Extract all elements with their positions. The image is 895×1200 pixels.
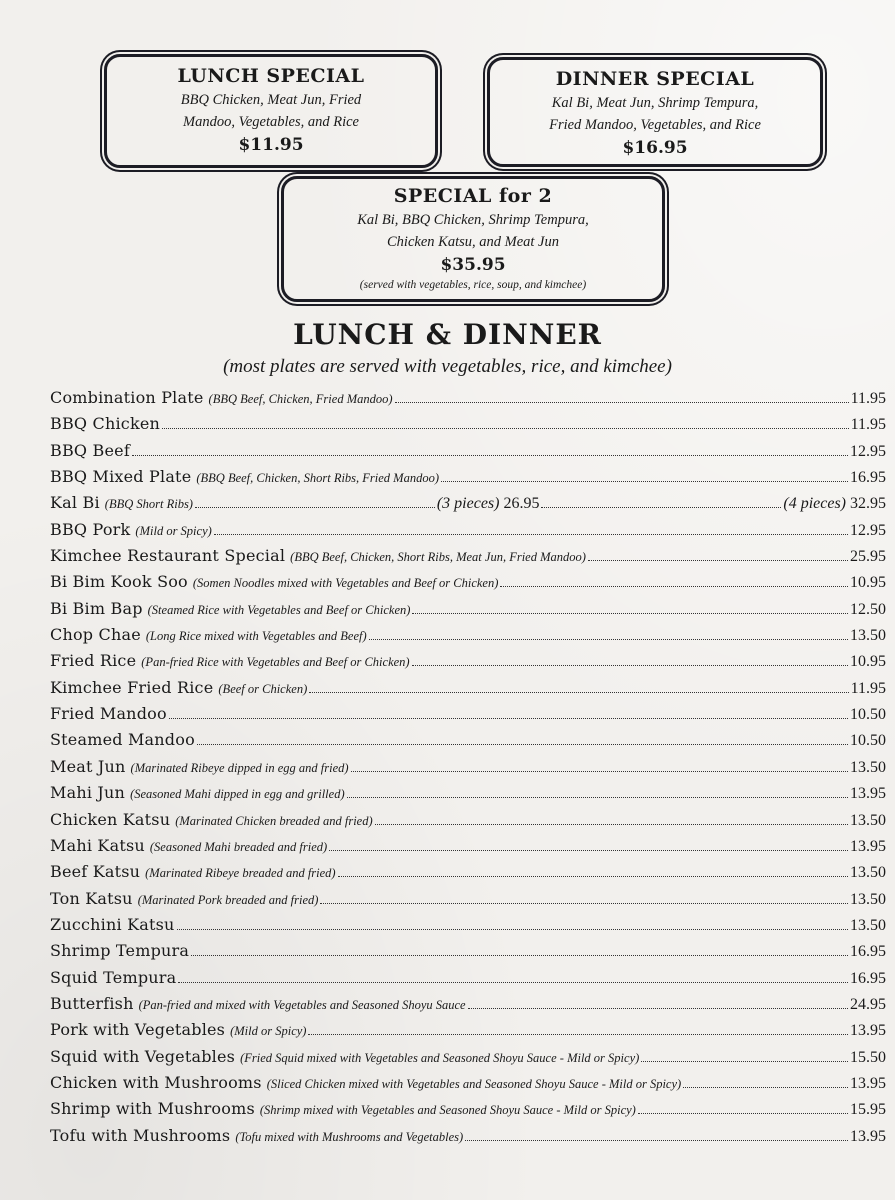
lunch-special-price: $11.95 [238,135,304,155]
menu-item [50,414,886,440]
menu-item [50,1126,886,1152]
menu-item [50,1020,886,1046]
menu-item-option-label: (4 pieces) [783,495,846,513]
menu-item-name: Beef Katsu [50,862,141,882]
menu-item-name: Chicken with Mushrooms [50,1072,262,1092]
dinner-special-desc-line1: Kal Bi, Meat Jun, Shrimp Tempura, [551,95,759,111]
menu-item-list [50,388,886,1152]
special-for-two-title: SPECIAL for 2 [393,185,553,207]
menu-item-price: 13.95 [850,785,886,803]
menu-item-description: (Beef or Chicken) [218,681,308,696]
menu-item-price: 25.95 [850,548,886,566]
menu-item [50,810,886,836]
lunch-special-desc-line2: Mandoo, Vegetables, and Rice [183,114,359,130]
menu-item-name: Chop Chae [50,625,141,645]
menu-item-price: 13.95 [850,1022,886,1040]
dot-leader [214,534,848,535]
menu-item-price: 10.95 [850,574,886,592]
menu-item-description: (Marinated Chicken breaded and fried) [175,813,373,828]
menu-item-name: Chicken Katsu [50,809,171,829]
menu-item-description: (Sliced Chicken mixed with Vegetables and Seasoned Shoyu Sauce - Mild or Spicy) [266,1076,682,1091]
dot-leader [132,455,848,456]
section-title: LUNCH & DINNER [293,318,602,351]
menu-item-name: Shrimp Tempura [50,941,190,961]
special-for-two-desc-line1: Kal Bi, BBQ Chicken, Shrimp Tempura, [357,212,589,228]
menu-item [50,651,886,677]
dinner-special-desc-line2: Fried Mandoo, Vegetables, and Rice [549,117,761,133]
menu-item-price: 10.95 [850,653,886,671]
menu-item [50,599,886,625]
menu-item-name: Kimchee Restaurant Special [50,546,286,566]
menu-item [50,388,886,414]
menu-item-name: Ton Katsu [50,888,133,908]
menu-item-price: 11.95 [850,679,886,697]
special-for-two-desc-line2: Chicken Katsu, and Meat Jun [387,234,559,250]
menu-item-name: BBQ Chicken [50,414,161,434]
menu-item-option-label: (3 pieces) [436,495,500,513]
dot-leader [588,560,848,561]
menu-item-price: 11.95 [850,390,886,407]
menu-item-description: (Pan-fried and mixed with Vegetables and Seasoned Shoyu Sauce [138,997,466,1012]
menu-item-price: 13.95 [850,837,886,855]
dot-leader [338,876,848,877]
dot-leader [320,903,848,904]
menu-item [50,915,886,941]
dot-leader [308,1034,848,1035]
menu-item-description: (Long Rice mixed with Vegetables and Beef) [145,629,367,644]
menu-item [50,546,886,572]
menu-item-description: (BBQ Beef, Chicken, Short Ribs, Fried Mandoo) [196,471,440,486]
menu-item-price: 24.95 [850,995,886,1013]
menu-item-description: (Somen Noodles mixed with Vegetables and Beef or Chicken) [192,576,499,591]
menu-item [50,441,886,467]
menu-item-price: 13.50 [850,811,886,829]
menu-item [50,730,886,756]
dot-leader [541,507,781,508]
menu-item-description: (Steamed Rice with Vegetables and Beef or Chicken) [147,602,411,617]
menu-item-name: Mahi Katsu [50,835,145,855]
menu-item-name: Pork with Vegetables [50,1020,226,1040]
dot-leader [468,1008,848,1009]
menu-item-name: Fried Mandoo [50,704,167,724]
menu-item-name: BBQ Pork [50,519,131,539]
lunch-special-desc-line1: BBQ Chicken, Meat Jun, Fried [180,92,362,108]
dot-leader [369,639,848,640]
menu-item-price: 13.50 [850,916,886,934]
menu-item [50,704,886,730]
menu-item-price: 15.95 [850,1101,886,1119]
dinner-special-title: DINNER SPECIAL [555,68,755,90]
dot-leader [169,718,848,719]
menu-item [50,572,886,598]
menu-item [50,493,886,519]
menu-item-price: 13.50 [850,627,886,645]
menu-item-description: (BBQ Short Ribs) [104,497,193,512]
menu-item-description: (Marinated Ribeye breaded and fried) [145,866,336,881]
menu-item [50,836,886,862]
menu-item [50,625,886,651]
lunch-special-title: LUNCH SPECIAL [177,65,365,87]
menu-item [50,1047,886,1073]
menu-item-name: Meat Jun [50,756,126,776]
dot-leader [309,692,848,693]
menu-item-price: 12.95 [850,442,886,460]
dot-leader [178,982,848,983]
dot-leader [191,955,848,956]
menu-item-description: (BBQ Beef, Chicken, Fried Mandoo) [208,392,393,406]
dot-leader [375,824,848,825]
dinner-special-price: $16.95 [622,138,688,158]
menu-item-description: (Marinated Pork breaded and fried) [137,892,319,907]
menu-item [50,889,886,915]
menu-item-name: Squid Tempura [50,967,177,987]
menu-item-price: 10.50 [850,732,886,750]
menu-item-name: BBQ Mixed Plate [50,467,192,487]
menu-item-name: Tofu with Mushrooms [50,1125,231,1145]
dot-leader [195,507,435,508]
menu-item-description: (Mild or Spicy) [135,523,212,538]
menu-item-name: Fried Rice [50,651,137,671]
menu-item-name: Kimchee Fried Rice [50,677,214,697]
lunch-special-box [104,54,438,168]
menu-item-name: Steamed Mandoo [50,730,195,750]
menu-item-name: Zucchini Katsu [50,914,175,934]
menu-item-description: (Fried Squid mixed with Vegetables and Seasoned Shoyu Sauce - Mild or Spicy) [240,1050,640,1065]
menu-item-price: 13.95 [850,1127,886,1145]
menu-item-name: Combination Plate [50,388,204,407]
menu-item [50,783,886,809]
menu-item-price: 12.50 [850,600,886,618]
dot-leader [465,1140,848,1141]
menu-item-price: 10.50 [850,706,886,724]
menu-item-name: Shrimp with Mushrooms [50,1099,255,1119]
menu-item-name: Squid with Vegetables [50,1046,236,1066]
menu-item-name: BBQ Beef [50,440,130,460]
menu-item-price: 13.95 [850,1074,886,1092]
menu-item-price: 13.50 [850,890,886,908]
menu-item-price: 11.95 [850,416,886,434]
menu-item-name: Butterfish [50,993,134,1013]
menu-item-description: (Tofu mixed with Mushrooms and Vegetables) [235,1129,464,1144]
dot-leader [351,771,848,772]
menu-item-description: (Mild or Spicy) [230,1024,307,1039]
dot-leader [441,481,848,482]
menu-item-name: Mahi Jun [50,783,126,803]
menu-item [50,467,886,493]
menu-item-description: (Seasoned Mahi dipped in egg and grilled) [130,787,345,802]
menu-item [50,1073,886,1099]
special-for-two-note: (served with vegetables, rice, soup, and kimchee) [359,279,587,291]
menu-item-name: Bi Bim Kook Soo [50,572,188,592]
dot-leader [641,1061,848,1062]
dinner-special-box [487,57,823,167]
special-for-two-price: $35.95 [440,255,506,275]
dot-leader [638,1113,848,1114]
menu-item-price: 16.95 [850,469,886,487]
menu-item-option-price: 26.95 [503,495,540,513]
menu-item-name: Kal Bi [50,493,100,513]
menu-item [50,968,886,994]
dot-leader [177,929,848,930]
dot-leader [329,850,848,851]
menu-item [50,941,886,967]
menu-item-price: 13.50 [850,864,886,882]
menu-item [50,994,886,1020]
dot-leader [500,586,848,587]
menu-item-price: 15.50 [850,1048,886,1066]
menu-item-description: (Shrimp mixed with Vegetables and Seasoned Shoyu Sauce - Mild or Spicy) [259,1103,636,1118]
menu-item-description: (Seasoned Mahi breaded and fried) [149,839,328,854]
dot-leader [683,1087,848,1088]
dot-leader [197,744,848,745]
dot-leader [395,402,849,403]
menu-item-option-price: 32.95 [850,495,886,513]
dot-leader [412,665,848,666]
dot-leader [347,797,848,798]
menu-item [50,678,886,704]
menu-item [50,862,886,888]
dot-leader [162,428,849,429]
menu-item-price: 16.95 [850,969,886,987]
menu-item-description: (Pan-fried Rice with Vegetables and Beef or Chicken) [141,655,410,670]
menu-item-price: 13.50 [850,758,886,776]
dot-leader [412,613,848,614]
special-for-two-box [281,176,665,302]
menu-item-name: Bi Bim Bap [50,598,143,618]
menu-item-description: (BBQ Beef, Chicken, Short Ribs, Meat Jun, Fried Mandoo) [290,550,586,565]
menu-item-price: 12.95 [850,521,886,539]
menu-item [50,757,886,783]
menu-item-description: (Marinated Ribeye dipped in egg and fried) [130,760,349,775]
section-subtitle: (most plates are served with vegetables, rice, and kimchee) [223,356,672,377]
menu-item [50,520,886,546]
menu-item-price: 16.95 [850,943,886,961]
menu-item [50,1099,886,1125]
